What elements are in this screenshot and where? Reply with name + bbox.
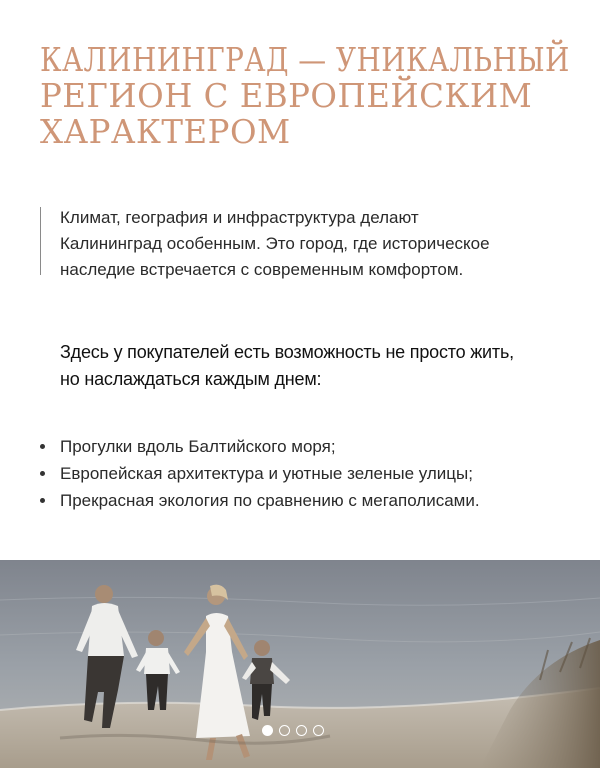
- intro-line-1: Климат, география и инфраструктура делают: [60, 208, 419, 227]
- list-item: [40, 433, 580, 460]
- page-title-line-1: КАЛИНИНГРАД — УНИКАЛЬНЫЙ: [40, 40, 570, 79]
- intro-text: [60, 205, 580, 283]
- page-title-line-3: ХАРАКТЕРОМ: [40, 112, 291, 151]
- carousel-dot-1[interactable]: [262, 725, 273, 736]
- carousel-dot-3[interactable]: [296, 725, 307, 736]
- lead-text: [60, 339, 580, 393]
- list-item: [40, 460, 580, 487]
- benefits-list: [40, 433, 580, 514]
- lead-line-2: но наслаждаться каждым днем:: [60, 369, 322, 389]
- carousel-dot-4[interactable]: [313, 725, 324, 736]
- lead-line-1: Здесь у покупателей есть возможность не просто жить,: [60, 342, 514, 362]
- intro-line-2: Калининград особенным. Это город, где историческое: [60, 234, 490, 253]
- intro-line-3: наследие встречается с современным комфортом.: [60, 260, 464, 279]
- bullet-icon: [40, 444, 45, 449]
- bullet-icon: [40, 471, 45, 476]
- list-item-text: Прекрасная экология по сравнению с мегаполисами.: [60, 491, 480, 510]
- page-title: [40, 42, 580, 150]
- bullet-icon: [40, 498, 45, 503]
- list-item-text: Европейская архитектура и уютные зеленые улицы;: [60, 464, 473, 483]
- page-title-line-2: РЕГИОН С ЕВРОПЕЙСКИМ: [40, 76, 533, 115]
- carousel-pagination: [262, 725, 324, 739]
- intro-block: [40, 205, 580, 279]
- list-item-text: Прогулки вдоль Балтийского моря;: [60, 437, 336, 456]
- carousel-dot-2[interactable]: [279, 725, 290, 736]
- intro-accent-bar: [40, 207, 41, 275]
- list-item: [40, 487, 580, 514]
